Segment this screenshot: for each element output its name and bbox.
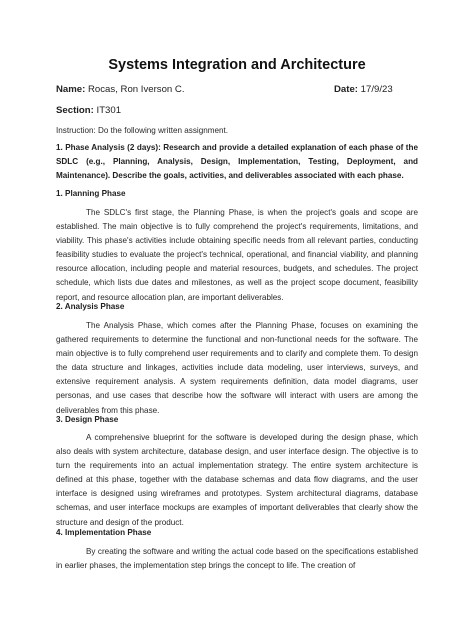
name-label: Name: — [56, 84, 86, 95]
section-heading-analysis: 2. Analysis Phase — [56, 302, 125, 311]
date-label: Date: — [334, 84, 358, 95]
section-line — [56, 105, 121, 116]
section-heading-design: 3. Design Phase — [56, 415, 119, 424]
section-body-planning: The SDLC's first stage, the Planning Phase, is when the project's goals and scope are established. The main objective is to fully comprehend the project's requirements, limitations, and viability. This phase's activities include obtaining specific needs from all relevant parties, conducting feasibility studies to evaluate the project's technical, operational, and financial viability, and planning resource allocation, including people and material resources, budgets, and schedules. The project schedule, which lists due dates and milestones, as well as the project scope document, feasibility report, and resource allocation plan, are important deliverables. — [56, 208, 418, 302]
date-line — [334, 84, 393, 95]
section-heading-implementation: 4. Implementation Phase — [56, 528, 152, 537]
section-body-design: A comprehensive blueprint for the software is developed during the design phase, which also deals with system architecture, database design, and user interface design. The objective is to turn the requirements into an actual implementation strategy. The entire system architecture is defined at this phase, together with the database schemas and data flow diagrams, and the user interface is designed using wireframes and prototypes. System architectural diagrams, database schemas, and user interface mockups are examples of important deliverables that clearly show the structure and design of the product. — [56, 433, 418, 527]
name-value: Rocas, Ron Iverson C. — [88, 84, 185, 95]
section-body-implementation: By creating the software and writing the actual code based on the specifications established in earlier phases, the implementation step brings the concept to life. The creation of — [56, 547, 418, 571]
name-line — [56, 84, 185, 95]
section-body-analysis: The Analysis Phase, which comes after the Planning Phase, focuses on examining the gathered requirements to determine the functional and non-functional needs for the software. The main objective is to fully comprehend user requirements and to clarify and complete them. To design the data structure and linkages, activities include data modeling, user interviews, surveys, and extensive requirement analysis. A system requirements definition, data model diagrams, user personas, and use cases that describe how the software will interact with users are among the deliverables from this phase. — [56, 321, 418, 415]
section-heading-planning: 1. Planning Phase — [56, 189, 126, 198]
instruction: Instruction: Do the following written assignment. — [56, 126, 229, 135]
document-title: Systems Integration and Architecture — [108, 57, 366, 73]
section-label: Section: — [56, 105, 94, 116]
section-value: IT301 — [96, 105, 122, 116]
question: 1. Phase Analysis (2 days): Research and provide a detailed explanation of each phase of the SDLC (e.g., Planning, Analysis, Design, Implementation, Testing, Deployment, and Maintenance). Describe the goals, activities, and deliverables associated with each phase. — [56, 143, 418, 181]
date-value: 17/9/23 — [360, 84, 393, 95]
